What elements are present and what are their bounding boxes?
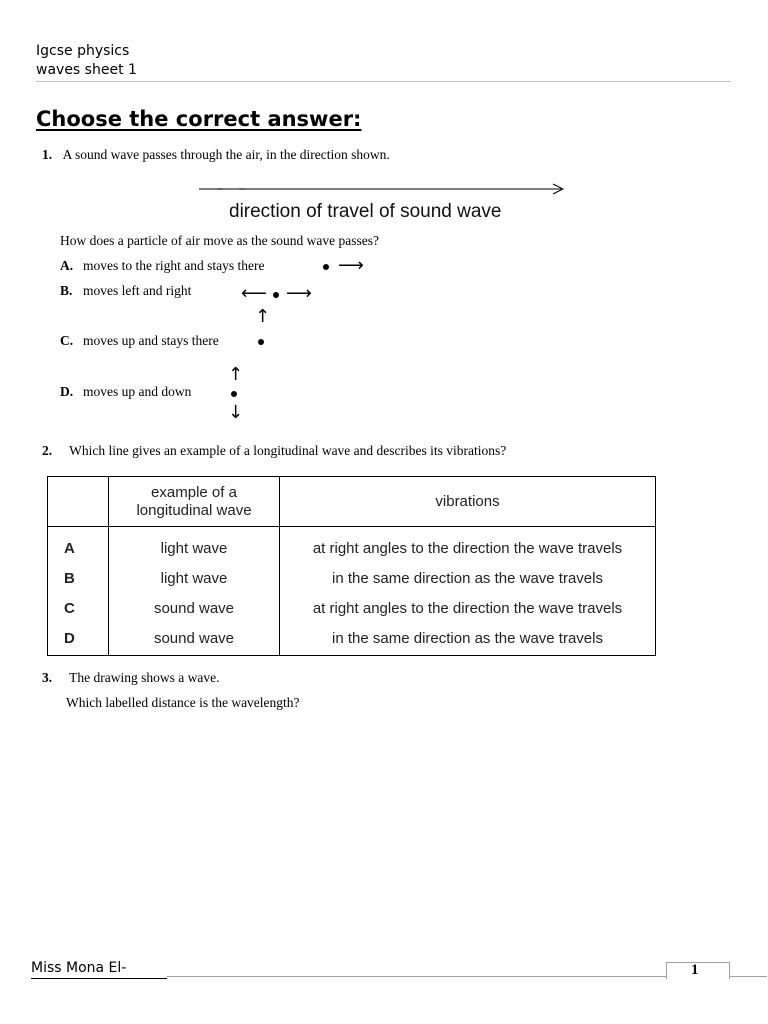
question-3 [42, 670, 219, 686]
table-row[interactable] [48, 527, 656, 564]
table-row[interactable] [48, 563, 656, 593]
option-b[interactable] [60, 283, 191, 299]
row-vibrations: in the same direction as the wave travels [332, 629, 603, 647]
row-vibrations: in the same direction as the wave travels [332, 569, 603, 587]
particle-dot-icon [273, 292, 279, 298]
option-d-letter: D. [60, 384, 74, 399]
question-3-number: 3. [42, 670, 53, 685]
question-3-text: The drawing shows a wave. [69, 670, 220, 685]
row-example: light wave [109, 563, 280, 593]
question-1-number: 1. [42, 147, 53, 162]
table-header-vibrations: vibrations [280, 477, 656, 527]
page-title: Choose the correct answer: [36, 107, 362, 131]
arrow-down-icon: ↓ [228, 402, 244, 423]
option-c[interactable] [60, 333, 219, 349]
arrow-right-icon: ⟶ [338, 255, 364, 276]
option-a-letter: A. [60, 258, 74, 273]
option-a[interactable] [60, 258, 264, 274]
header-rule [36, 81, 731, 82]
row-label: B [48, 563, 109, 593]
table-header-row [48, 477, 656, 527]
arrow-up-icon: ↑ [228, 364, 244, 385]
diagram-caption: direction of travel of sound wave [229, 201, 502, 222]
row-example: light wave [109, 527, 280, 564]
footer-author: Miss Mona El- [31, 960, 127, 976]
row-label: C [48, 593, 109, 623]
table-row[interactable] [48, 623, 656, 656]
option-b-letter: B. [60, 283, 73, 298]
option-d[interactable] [60, 384, 191, 400]
question-2-text: Which line gives an example of a longitudinal wave and describes its vibrations? [69, 443, 507, 458]
table-row[interactable] [48, 593, 656, 623]
question-2-number: 2. [42, 443, 53, 458]
question-2 [42, 443, 506, 459]
table-header-example: example of a longitudinal wave [136, 483, 252, 519]
row-vibrations: at right angles to the direction the wave travels [312, 599, 623, 617]
row-example: sound wave [109, 593, 280, 623]
table-header-cell [48, 477, 109, 527]
arrow-up-icon: ↑ [255, 306, 271, 327]
question-1-text: A sound wave passes through the air, in the direction shown. [62, 147, 390, 162]
question-3-prompt: Which labelled distance is the wavelength? [66, 695, 300, 710]
page-number: 1 [691, 962, 699, 978]
option-c-text: moves up and stays there [83, 333, 219, 348]
particle-dot-icon [258, 339, 264, 345]
row-label: A [48, 527, 109, 564]
direction-arrow-icon [195, 180, 575, 200]
header-sheet: waves sheet 1 [36, 62, 137, 78]
option-a-text: moves to the right and stays there [83, 258, 265, 273]
particle-dot-icon [231, 391, 237, 397]
option-d-text: moves up and down [83, 384, 192, 399]
row-vibrations: at right angles to the direction the wave travels [312, 539, 623, 557]
row-label: D [48, 623, 109, 656]
particle-dot-icon [323, 264, 329, 270]
answer-table [47, 476, 656, 656]
option-c-letter: C. [60, 333, 74, 348]
row-example: sound wave [109, 623, 280, 656]
question-1 [42, 147, 390, 163]
footer-author-rule [31, 978, 167, 979]
question-1-prompt: How does a particle of air move as the sound wave passes? [60, 233, 380, 248]
arrow-left-icon: ⟵ [241, 283, 267, 304]
table-header-cell [109, 477, 280, 527]
arrow-right-icon: ⟶ [286, 283, 312, 304]
option-b-text: moves left and right [83, 283, 192, 298]
header-subject: Igcse physics [36, 43, 130, 59]
